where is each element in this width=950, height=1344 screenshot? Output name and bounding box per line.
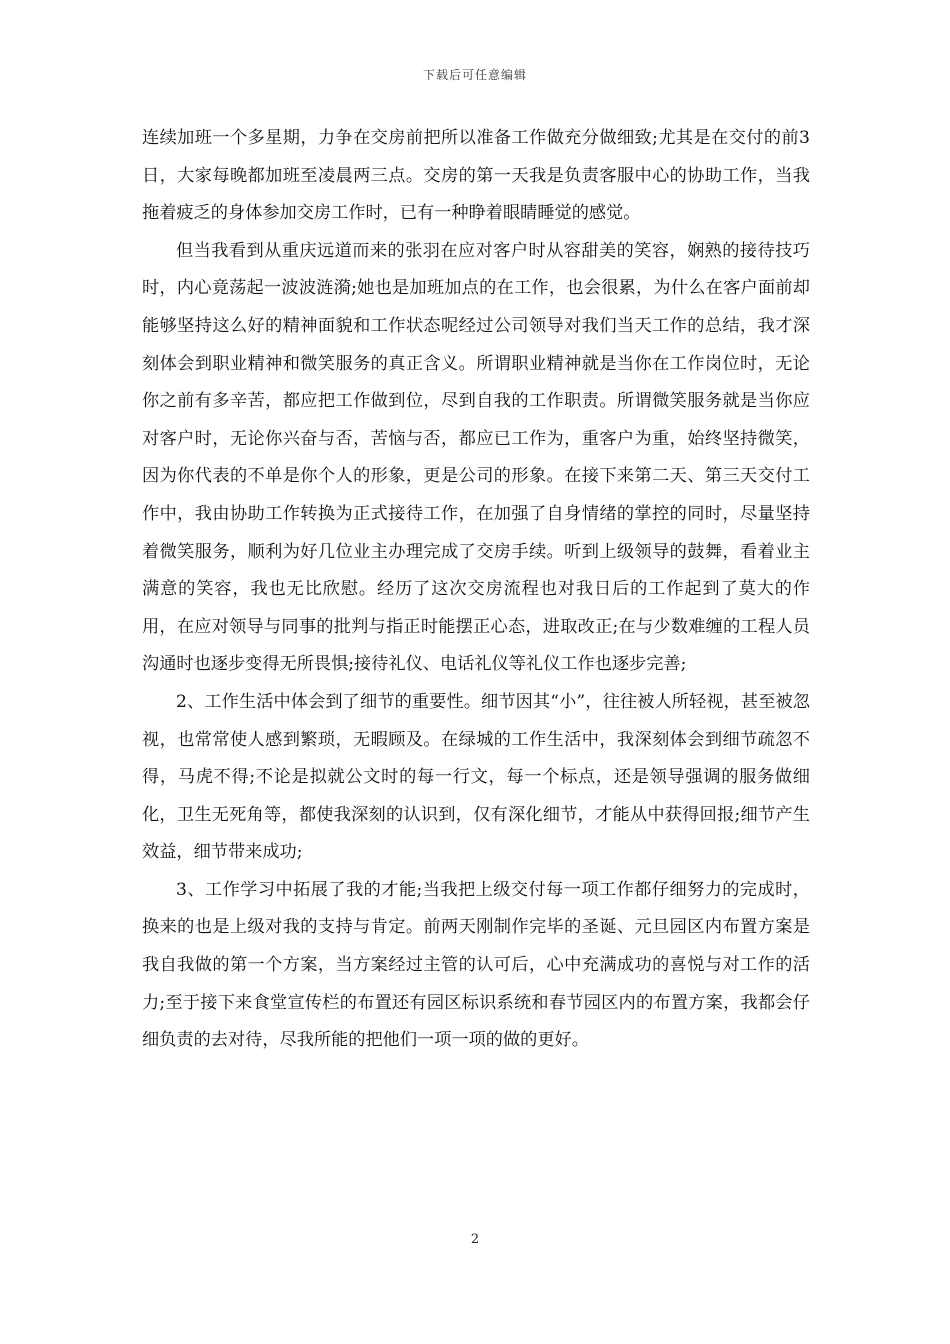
page-number: 2 xyxy=(470,1232,480,1247)
page-header-note: 下载后可任意编辑 xyxy=(422,68,527,82)
paragraph-skills-growth: 3、工作学习中拓展了我的才能;当我把上级交付每一项工作都仔细努力的完成时，换来的也是上级对我的支持与肯定。前两天刚制作完毕的圣诞、元旦园区内布置方案是我自我做的第一个方案，当方案经过主管的认可后，心中充满成功的喜悦与对工作的活力;至于接下来食堂宣传栏的布置还有园区标识系统和春节园区内的布置方案，我都会仔细负责的去对待，尽我所能的把他们一项一项的做的更好。 xyxy=(142,879,810,1051)
paragraph-professional-spirit: 但当我看到从重庆远道而来的张羽在应对客户时从容甜美的笑容，娴熟的接待技巧时，内心竟荡起一波波涟漪;她也是加班加点的在工作，也会很累，为什么在客户面前却能够坚持这么好的精神面貌和工作状态呢经过公司领导对我们当天工作的总结，我才深刻体会到职业精神和微笑服务的真正含义。所谓职业精神就是当你在工作岗位时，无论你之前有多辛苦，都应把工作做到位，尽到自我的工作职责。所谓微笑服务就是当你应对客户时，无论你兴奋与否，苦恼与否，都应已工作为，重客户为重，始终坚持微笑，因为你代表的不单是你个人的形象，更是公司的形象。在接下来第二天、第三天交付工作中，我由协助工作转换为正式接待工作，在加强了自身情绪的掌控的同时，尽量坚持着微笑服务，顺利为好几位业主办理完成了交房手续。听到上级领导的鼓舞，看着业主满意的笑容，我也无比欣慰。经历了这次交房流程也对我日后的工作起到了莫大的作用，在应对领导与同事的批判与指正时能摆正心态，进取改正;在与少数难缠的工程人员沟通时也逐步变得无所畏惧;接待礼仪、电话礼仪等礼仪工作也逐步完善; xyxy=(142,240,810,675)
paragraph-continuation: 连续加班一个多星期，力争在交房前把所以准备工作做充分做细致;尤其是在交付的前3日，大家每晚都加班至凌晨两三点。交房的第一天我是负责客服中心的协助工作，当我拖着疲乏的身体参加交房工作时，已有一种睁着眼睛睡觉的感觉。 xyxy=(142,128,810,224)
paragraph-details-importance: 2、工作生活中体会到了细节的重要性。细节因其“小”，往往被人所轻视，甚至被忽视，也常常使人感到繁琐，无暇顾及。在绿城的工作生活中，我深刻体会到细节疏忽不得，马虎不得;不论是拟就公文时的每一行文，每一个标点，还是领导强调的服务做细化，卫生无死角等，都使我深刻的认识到，仅有深化细节，才能从中获得回报;细节产生效益，细节带来成功; xyxy=(142,691,810,863)
document-body xyxy=(142,120,810,1060)
